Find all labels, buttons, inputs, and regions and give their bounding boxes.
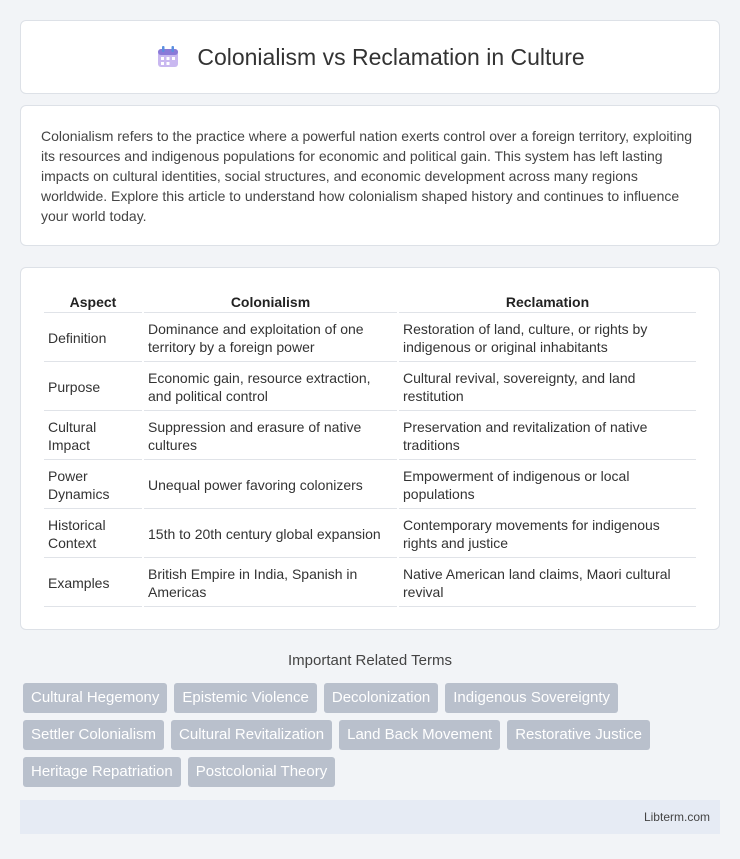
- table-header-row: [44, 291, 696, 313]
- cell-aspect: Examples: [44, 560, 142, 607]
- cell-aspect: Definition: [44, 315, 142, 362]
- tag-settler-colonialism[interactable]: Settler Colonialism: [23, 720, 164, 750]
- cell-reclamation: Contemporary movements for indigenous rights and justice: [399, 511, 696, 558]
- cell-colonialism: 15th to 20th century global expansion: [144, 511, 397, 558]
- cell-aspect: Power Dynamics: [44, 462, 142, 509]
- cell-reclamation: Native American land claims, Maori cultural revival: [399, 560, 696, 607]
- cell-reclamation: Restoration of land, culture, or rights by indigenous or original inhabitants: [399, 315, 696, 362]
- cell-colonialism: British Empire in India, Spanish in Americas: [144, 560, 397, 607]
- tag-land-back-movement[interactable]: Land Back Movement: [339, 720, 500, 750]
- calendar-icon: [155, 44, 181, 70]
- tag-restorative-justice[interactable]: Restorative Justice: [507, 720, 650, 750]
- tag-indigenous-sovereignty[interactable]: Indigenous Sovereignty: [445, 683, 618, 713]
- table-row: [44, 511, 696, 558]
- cell-reclamation: Preservation and revitalization of native traditions: [399, 413, 696, 460]
- intro-text: Colonialism refers to the practice where a powerful nation exerts control over a foreign territory, exploiting its resources and indigenous populations for economic and political gain. This system has left lasting impacts on cultural identities, social structures, and economic development across many regions worldwide. Explore this article to understand how colonialism shaped history and continues to influence your world today.: [41, 128, 693, 224]
- table-row: [44, 315, 696, 362]
- tag-heritage-repatriation[interactable]: Heritage Repatriation: [23, 757, 181, 787]
- cell-aspect: Cultural Impact: [44, 413, 142, 460]
- cell-colonialism: Dominance and exploitation of one territory by a foreign power: [144, 315, 397, 362]
- table-row: [44, 413, 696, 460]
- footer-brand-link[interactable]: Libterm.com: [643, 810, 710, 824]
- cell-aspect: Purpose: [44, 364, 142, 411]
- cell-colonialism: Unequal power favoring colonizers: [144, 462, 397, 509]
- table-row: [44, 364, 696, 411]
- comparison-table-card: [20, 267, 720, 630]
- cell-reclamation: Empowerment of indigenous or local populations: [399, 462, 696, 509]
- header-reclamation: Reclamation: [399, 291, 696, 313]
- tag-cultural-hegemony[interactable]: Cultural Hegemony: [23, 683, 167, 713]
- related-terms-list: [20, 683, 710, 787]
- cell-colonialism: Suppression and erasure of native cultures: [144, 413, 397, 460]
- intro-card: [20, 105, 720, 246]
- tag-postcolonial-theory[interactable]: Postcolonial Theory: [188, 757, 335, 787]
- cell-reclamation: Cultural revival, sovereignty, and land restitution: [399, 364, 696, 411]
- table-row: [44, 560, 696, 607]
- tag-decolonization[interactable]: Decolonization: [324, 683, 438, 713]
- tag-cultural-revitalization[interactable]: Cultural Revitalization: [171, 720, 332, 750]
- related-terms-title: Important Related Terms: [288, 652, 452, 669]
- header-aspect: Aspect: [44, 291, 142, 313]
- tag-epistemic-violence[interactable]: Epistemic Violence: [174, 683, 316, 713]
- page-title: Colonialism vs Reclamation in Culture: [197, 43, 585, 70]
- table-row: [44, 462, 696, 509]
- cell-aspect: Historical Context: [44, 511, 142, 558]
- cell-colonialism: Economic gain, resource extraction, and political control: [144, 364, 397, 411]
- header-colonialism: Colonialism: [144, 291, 397, 313]
- page-footer: [20, 800, 720, 834]
- page-header: [20, 20, 720, 94]
- comparison-table: [42, 289, 698, 609]
